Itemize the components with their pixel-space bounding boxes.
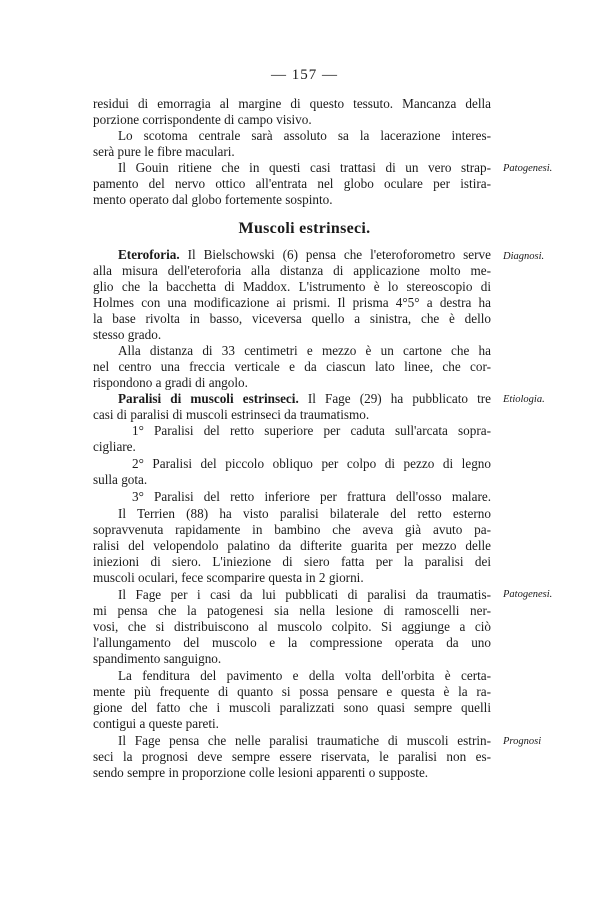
text-line: Lo scotoma centrale sarà assoluto sa la lacerazione interes- bbox=[118, 128, 491, 143]
text-line: seci la prognosi deve sempre essere riservata, le paralisi non es- bbox=[93, 749, 491, 764]
section-heading: Muscoli estrinseci. bbox=[238, 220, 371, 237]
text-line: sendo sempre in proporzione colle lesioni apparenti o supposte. bbox=[93, 765, 429, 780]
text-line: sopravvenuta rapidamente in bambino che aveva già avuto pa- bbox=[93, 522, 491, 537]
margin-note-diagnosi: Diagnosi. bbox=[503, 251, 545, 262]
text-line: 3° Paralisi del retto inferiore per frattura dell'osso malare. bbox=[132, 489, 491, 504]
margin-note-patogenesi-2: Patogenesi. bbox=[503, 589, 553, 600]
term-eteroforia: Eteroforia. bbox=[118, 247, 180, 262]
text-line: Holmes con una modificazione ai prismi. Il prisma 4°5° a destra ha bbox=[93, 295, 491, 310]
text-line: porzione corrispondente di campo visivo. bbox=[93, 112, 312, 127]
text-line: La fenditura del pavimento e della volta dell'orbita è certa- bbox=[118, 668, 491, 683]
text-line: Il Terrien (88) ha visto paralisi bilaterale del retto esterno bbox=[118, 506, 491, 521]
text-line: spandimento sanguigno. bbox=[93, 651, 222, 666]
text-line: contigui a queste pareti. bbox=[93, 716, 219, 731]
margin-note-patogenesi: Patogenesi. bbox=[503, 163, 553, 174]
text-line: rispondono a gradi di angolo. bbox=[93, 375, 248, 390]
margin-note-etiologia: Etiologia. bbox=[503, 394, 545, 405]
text-line: 2° Paralisi del piccolo obliquo per colpo di pezzo di legno bbox=[132, 456, 491, 471]
text-line: nel centro una freccia verticale e da ciascun lato linee, che cor- bbox=[93, 359, 491, 374]
text-line bbox=[118, 247, 491, 263]
text-line: gione del fatto che i muscoli paralizzati sono quasi sempre quelli bbox=[93, 700, 491, 715]
text-line: mi pensa che la patogenesi sia nella lesione di ramoscelli ner- bbox=[93, 603, 491, 618]
text-line: cigliare. bbox=[93, 439, 136, 454]
text-line: Alla distanza di 33 centimetri e mezzo è un cartone che ha bbox=[118, 343, 491, 358]
margin-note-prognosi: Prognosi bbox=[503, 736, 542, 747]
text-line: glio che la bacchetta di Maddox. L'istrumento è lo stereoscopio di bbox=[93, 279, 491, 294]
text-line: alla misura dell'eteroforia alla distanza di applicazione molto me- bbox=[93, 263, 491, 278]
text-line: sulla gota. bbox=[93, 472, 148, 487]
text-line: Il Fage pensa che nelle paralisi traumatiche di muscoli estrin- bbox=[118, 733, 491, 748]
text-line: residui di emorragia al margine di questo tessuto. Mancanza della bbox=[93, 96, 491, 111]
text-line: 1° Paralisi del retto superiore per caduta sull'arcata sopra- bbox=[132, 423, 491, 438]
text-line: Il Fage per i casi da lui pubblicati di paralisi da traumatis- bbox=[118, 587, 491, 602]
text-line: vosi, che si distribuiscono al muscolo colpito. Si aggiunge a ciò bbox=[93, 619, 491, 634]
text-line: serà pure le fibre maculari. bbox=[93, 144, 235, 159]
text-line: pamento del nervo ottico all'entrata nel globo oculare per istira- bbox=[93, 176, 491, 191]
term-paralisi: Paralisi di muscoli estrinseci. bbox=[118, 391, 299, 406]
text-line: mento operato dal globo fortemente sospinto. bbox=[93, 192, 333, 207]
text-line: l'allungamento del muscolo e la compressione operata da uno bbox=[93, 635, 491, 650]
text-span: Il Bielschowski (6) pensa che l'eteroforometro serve bbox=[179, 247, 491, 262]
text-line: la base rivolta in basso, viceversa quello a sinistra, che è dello bbox=[93, 311, 491, 326]
text-line: Il Gouin ritiene che in questi casi trattasi di un vero strap- bbox=[118, 160, 491, 175]
text-line: stesso grado. bbox=[93, 327, 162, 342]
text-span: Il Fage (29) ha pubblicato tre bbox=[298, 391, 491, 406]
text-line: iniezioni di siero. L'iniezione di siero fatta per la paralisi dei bbox=[93, 554, 491, 569]
text-line: casi di paralisi di muscoli estrinseci da traumatismo. bbox=[93, 407, 370, 422]
text-line: ralisi del velopendolo palatino da difterite guarita per mezzo delle bbox=[93, 538, 491, 553]
page-number: — 157 — bbox=[271, 67, 338, 83]
text-line: muscoli oculari, fece scomparire questa in 2 giorni. bbox=[93, 570, 364, 585]
text-line bbox=[118, 391, 491, 407]
text-line: mente più frequente di quanto si possa pensare e questa è la ra- bbox=[93, 684, 491, 699]
